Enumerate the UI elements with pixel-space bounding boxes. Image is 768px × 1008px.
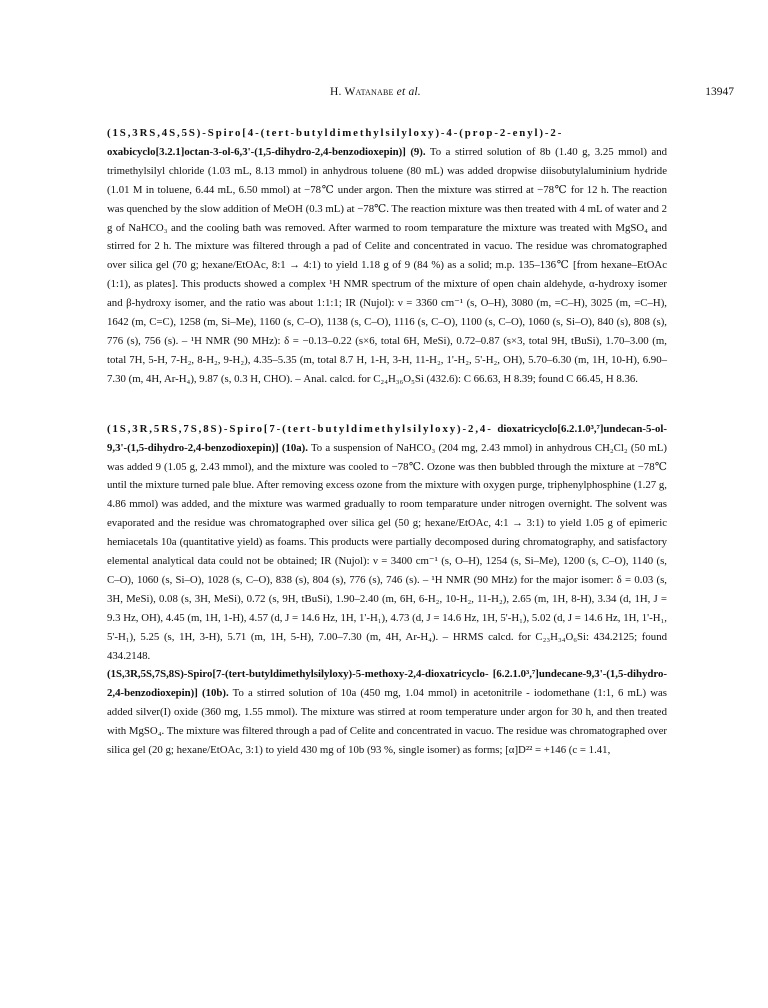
procedure-compound-10b [107, 665, 667, 760]
et-al: et al. [396, 86, 421, 98]
running-head-authors [330, 86, 421, 98]
compound-10a-title-line1: (1S,3R,5RS,7S,8S)-Spiro[7-(tert-butyldimethylsilyloxy)-2,4- [107, 422, 493, 435]
compound-10b-title-line1: (1S,3R,5S,7S,8S)-Spiro[7-(tert-butyldimethylsilyloxy)-5-methoxy-2,4-dioxatricyclo- [107, 668, 489, 681]
procedure-compound-9 [107, 124, 667, 389]
author-name: H. Watanabe [330, 86, 394, 98]
compound-10b-procedure: To a stirred solution of 10a (450 mg, 1.04 mmol) in acetonitrile - iodomethane (1:1, 6 mL) was added silver(I) oxide (360 mg, 1.55 mmol). The mixture was stirred at room temperature under argon for 30 h, and then treated with MgSO₄. The mixture was filtered through a pad of Celite and concentrated in vacuo. The residue was chromatographed over silica gel (20 g; hexane/EtOAc, 3:1) to yield 430 mg of 10b (93 %, single isomer) as forms; [α]D²² = +146 (c = 1.41, [107, 687, 668, 757]
compound-10a-procedure: To a suspension of NaHCO₃ (204 mg, 2.43 mmol) in anhydrous CH₂Cl₂ (50 mL) was added 9 (1.05 g, 2.43 mmol), and the mixture was cooled to −78℃. Ozone was then bubbled through the mixture at −78℃ until the mixture turned pale blue. After removing excess ozone from the mixture with oxygen purge, triphenylphosphine (1.27 g, 4.86 mmol) was added, and the mixture was warmed gradually to room temparature under nitrogen overnight. The solvent was evaporated and the residue was chromatographed over silica gel (50 g; hexane/EtOAc, 4:1 → 3:1) to yield 1.05 g of epimeric hemiacetals 10a (quantitative yield) as foams. This products were partially decomposed during chromatography, and satisfactory elemental analytical data could not be obtained; IR (Nujol): ν = 3400 cm⁻¹ (s, O–H), 1254 (s, Si–Me), 1200 (s, C–O), 1140 (s, C–O), 1060 (s, Si–O), 1028 (s, C–O), 838 (s), 804 (s), 776 (s), 746 (s). – ¹H NMR (90 MHz) for the major isomer: δ = 0.03 (s, 3H, MeSi), 0.08 (s, 3H, MeSi), 0.72 (s, 9H, tBuSi), 1.90–2.40 (m, 6H, 6-H₂, 10-H₂, 11-H₂), 2.65 (m, 1H, 8-H), 3.34 (d, 1H, J = 9.3 Hz, OH), 4.45 (m, 1H, 1-H), 4.57 (d, J = 14.6 Hz, 1H, 1'-H₁), 4.73 (d, J = 14.6 Hz, 1H, 5'-H₁), 5.02 (d, J = 14.6 Hz, 1H, 1'-H₁, 5'-H₁), 5.25 (s, 1H, 3-H), 5.71 (m, 1H, 5-H), 7.00–7.30 (m, 4H, Ar-H₄). – HRMS calcd. for C₂₃H₃₄O₆Si: 434.2125; found 434.2148. [107, 441, 667, 662]
experimental-text [107, 124, 667, 760]
compound-10b-number: (10b). [202, 687, 229, 700]
compound-9-title-line1: (1S,3RS,4S,5S)-Spiro[4-(tert-butyldimethylsilyloxy)-4-(prop-2-enyl)-2- [107, 127, 564, 139]
compound-10b-title-line2: [6.2.1.0³,⁷]undecane-9,3'-(1,5-dihydro-2,4-benzodioxepin)] [107, 668, 667, 700]
compound-9-number: (9). [410, 145, 426, 158]
page-number: 13947 [705, 86, 734, 98]
running-header [100, 86, 734, 102]
compound-9-title-line2: oxabicyclo[3.2.1]octan-3-ol-6,3'-(1,5-dihydro-2,4-benzodioxepin)] [107, 145, 406, 158]
compound-9-procedure: To a stirred solution of 8b (1.40 g, 3.25 mmol) and trimethylsilyl chloride (1.03 mL, 8.13 mmol) in anhydrous toluene (80 mL) was added dropwise diisobutylaluminium hydride (1.01 M in toluene, 6.44 mL, 6.50 mmol) at −78℃ under argon. Then the mixture was stirred at −78℃ for 12 h. The reaction was quenched by the slow addition of MeOH (0.3 mL) at −78℃. The reaction mixture was then treated with 4 mL of water and 2 g of NaHCO₃ and the cooling bath was removed. After warmed to room temparature the mixture was treated with MgSO₄ and stirred for 2 h. The mixture was filtered through a pad of Celite and concentrated in vacuo. The residue was chromatographed over silica gel (70 g; hexane/EtOAc, 8:1 → 4:1) to yield 1.18 g of 9 (84 %) as a solid; m.p. 135–136℃ [from hexane–EtOAc (1:1), as plates]. This products showed a complex ¹H NMR spectrum of the mixture of open chain aldehyde, α-hydroxy isomer and β-hydroxy isomer, and the ratio was about 1:1:1; IR (Nujol): ν = 3360 cm⁻¹ (s, O–H), 3080 (m, =C–H), 3025 (m, =C–H), 1642 (m, C=C), 1258 (m, Si–Me), 1160 (s, C–O), 1138 (s, C–O), 1116 (s, C–O), 1100 (s, C–O), 1060 (s, Si–O), 840 (s), 808 (s), 776 (s), 756 (s). – ¹H NMR (90 MHz): δ = −0.13–0.22 (s×6, total 6H, MeSi), 0.72–0.87 (s×3, total 9H, tBuSi), 1.70–3.00 (m, total 7H, 5-H, 7-H₂, 8-H₂, 9-H₂), 4.35–5.35 (m, total 8.7 H, 1-H, 3-H, 11-H₂, 1'-H₂, 5'-H₂, OH), 5.70–6.30 (m, 1H, 10-H), 6.90–7.30 (m, 4H, Ar-H₄), 9.87 (s, 0.3 H, CHO). – Anal. calcd. for C₂₄H₃₆O₅Si (432.6): C 66.63, H 8.39; found C 66.45, H 8.36. [107, 145, 668, 385]
compound-10a-number: (10a). [281, 441, 308, 454]
procedure-compound-10a [107, 420, 667, 666]
compound-10a-title-line2: dioxatricyclo[6.2.1.0³,⁷]undecan-5-ol-9,3'-(1,5-dihydro-2,4-benzodioxepin)] [107, 422, 667, 454]
